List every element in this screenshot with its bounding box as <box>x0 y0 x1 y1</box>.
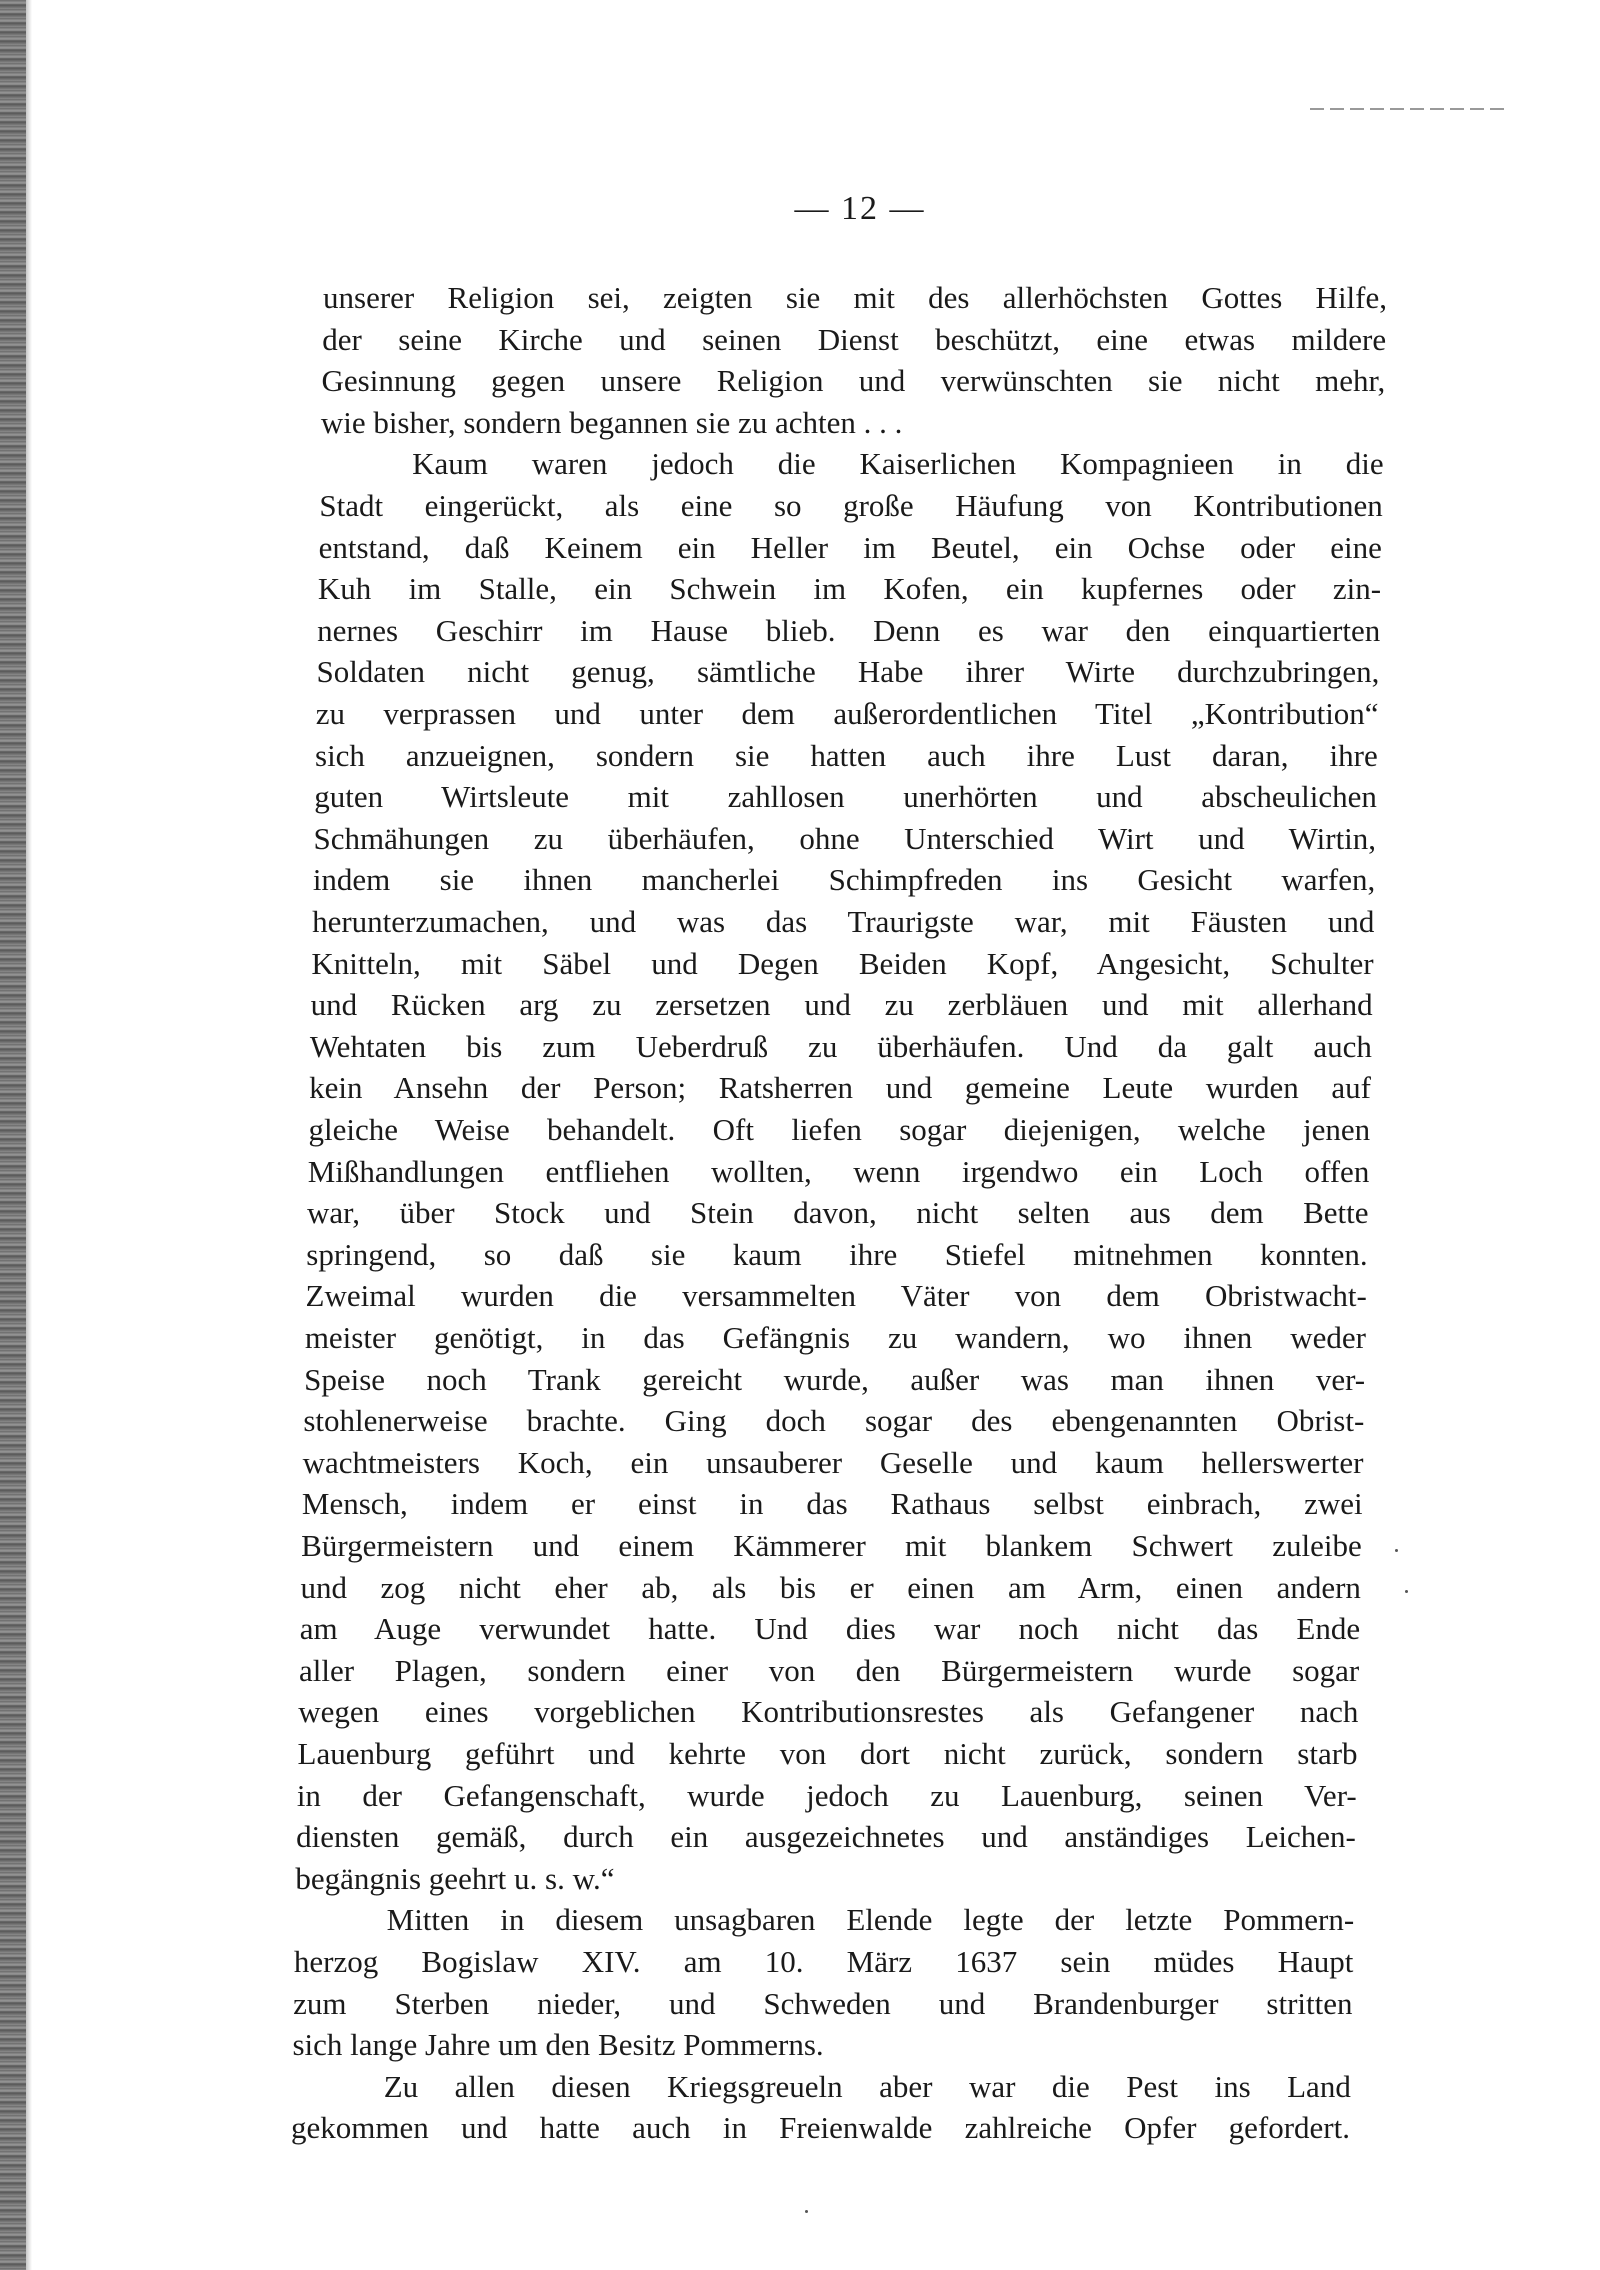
text-line: stohlenerweise brachte. Ging doch sogar des ebengenannten Obrist- <box>303 1403 1365 1439</box>
text-line: herzog Bogislaw XIV. am 10. März 1637 sein müdes Haupt <box>293 1944 1354 1979</box>
text-line: Mitten in diesem unsagbaren Elende legte der letzte Pommern- <box>386 1902 1355 1938</box>
text-line: aller Plagen, sondern einer von den Bürgermeistern wurde sogar <box>299 1652 1360 1688</box>
text-line: Kaum waren jedoch die Kaiserlichen Kompagnieen in die <box>412 446 1384 482</box>
scan-speck <box>805 2210 808 2213</box>
text-line: Kuh im Stalle, ein Schwein im Kofen, ein kupfernes oder zin- <box>317 571 1382 607</box>
text-line: Zweimal wurden die versammelten Väter von dem Obristwacht- <box>305 1278 1367 1314</box>
text-line: kein Ansehn der Person; Ratsherren und gemeine Leute wurden auf <box>309 1070 1371 1106</box>
text-line: Speise noch Trank gereicht wurde, außer was man ihnen ver- <box>304 1361 1366 1397</box>
text-line: Zu allen diesen Kriegsgreueln aber war die Pest ins Land <box>383 2068 1351 2104</box>
text-line: entstand, daß Keinem ein Heller im Beutel, ein Ochse oder eine <box>318 529 1382 565</box>
text-line: unserer Religion sei, zeigten sie mit des allerhöchsten Gottes Hilfe, <box>323 280 1387 315</box>
scan-artifact-line <box>1310 108 1505 110</box>
text-line: der seine Kirche und seinen Dienst beschützt, eine etwas mildere <box>322 321 1387 357</box>
text-line: indem sie ihnen mancherlei Schimpfreden ins Gesicht warfen, <box>312 862 1376 898</box>
text-line: Stadt eingerückt, als eine so große Häufung von Kontributionen <box>319 488 1383 523</box>
scan-edge <box>0 0 26 2270</box>
text-line: zu verprassen und unter dem außerordentlichen Titel „Kontribution“ <box>315 696 1379 731</box>
text-line: nernes Geschirr im Hause blieb. Denn es war den einquartierten <box>317 612 1381 648</box>
text-line: meister genötigt, in das Gefängnis zu wandern, wo ihnen weder <box>304 1320 1366 1355</box>
text-line: Knitteln, mit Säbel und Degen Beiden Kopf, Angesicht, Schulter <box>311 945 1374 981</box>
text-line: war, über Stock und Stein davon, nicht selten aus dem Bette <box>307 1195 1369 1231</box>
text-line: zum Sterben nieder, und Schweden und Brandenburger stritten <box>293 1985 1353 2021</box>
text-line: am Auge verwundet hatte. Und dies war noch nicht das Ende <box>299 1611 1361 1647</box>
text-line: gekommen und hatte auch in Freienwalde zahlreiche Opfer gefordert. <box>291 2110 1350 2146</box>
page-number: — 12 — <box>794 190 926 227</box>
text-line: Bürgermeistern und einem Kämmerer mit blankem Schwert zuleibe <box>301 1528 1362 1563</box>
text-line: sich anzueignen, sondern sie hatten auch ihre Lust daran, ihre <box>315 737 1378 773</box>
text-line: und zog nicht eher ab, als bis er einen am Arm, einen andern <box>300 1569 1361 1605</box>
text-line: Lauenburg geführt und kehrte von dort nicht zurück, sondern starb <box>297 1736 1358 1771</box>
text-line: begängnis geehrt u. s. w.“ <box>295 1860 615 1896</box>
text-line: herunterzumachen, und was das Traurigste war, mit Fäusten und <box>312 904 1375 939</box>
text-line: diensten gemäß, durch ein ausgezeichnetes und anständiges Leichen- <box>296 1819 1356 1855</box>
text-line: springend, so daß sie kaum ihre Stiefel mitnehmen konnten. <box>306 1236 1368 1272</box>
text-line: in der Gefangenschaft, wurde jedoch zu Lauenburg, seinen Ver- <box>296 1777 1357 1813</box>
text-line: Mensch, indem er einst in das Rathaus selbst einbrach, zwei <box>301 1486 1363 1522</box>
scan-speck <box>1405 1590 1408 1593</box>
text-line: wie bisher, sondern begannen sie zu achten . . . <box>320 404 903 440</box>
text-line: Wehtaten bis zum Ueberdruß zu überhäufen. Und da galt auch <box>309 1028 1372 1064</box>
text-line: Schmähungen zu überhäufen, ohne Unterschied Wirt und Wirtin, <box>313 820 1377 856</box>
scan-speck <box>1395 1549 1398 1552</box>
text-line: guten Wirtsleute mit zahllosen unerhörten und abscheulichen <box>314 779 1377 815</box>
text-line: und Rücken arg zu zersetzen und zu zerbläuen und mit allerhand <box>310 987 1373 1023</box>
text-line: wachtmeisters Koch, ein unsauberer Geselle und kaum hellerswerter <box>302 1444 1364 1480</box>
text-line: Mißhandlungen entfliehen wollten, wenn irgendwo ein Loch offen <box>307 1153 1370 1189</box>
text-line: wegen eines vorgeblichen Kontributionsrestes als Gefangener nach <box>298 1694 1359 1730</box>
text-line: sich lange Jahre um den Besitz Pommerns. <box>292 2027 824 2063</box>
text-line: gleiche Weise behandelt. Oft liefen sogar diejenigen, welche jenen <box>308 1112 1371 1147</box>
text-line: Gesinnung gegen unsere Religion und verwünschten sie nicht mehr, <box>321 363 1386 399</box>
text-line: Soldaten nicht genug, sämtliche Habe ihrer Wirte durchzubringen, <box>316 654 1380 690</box>
